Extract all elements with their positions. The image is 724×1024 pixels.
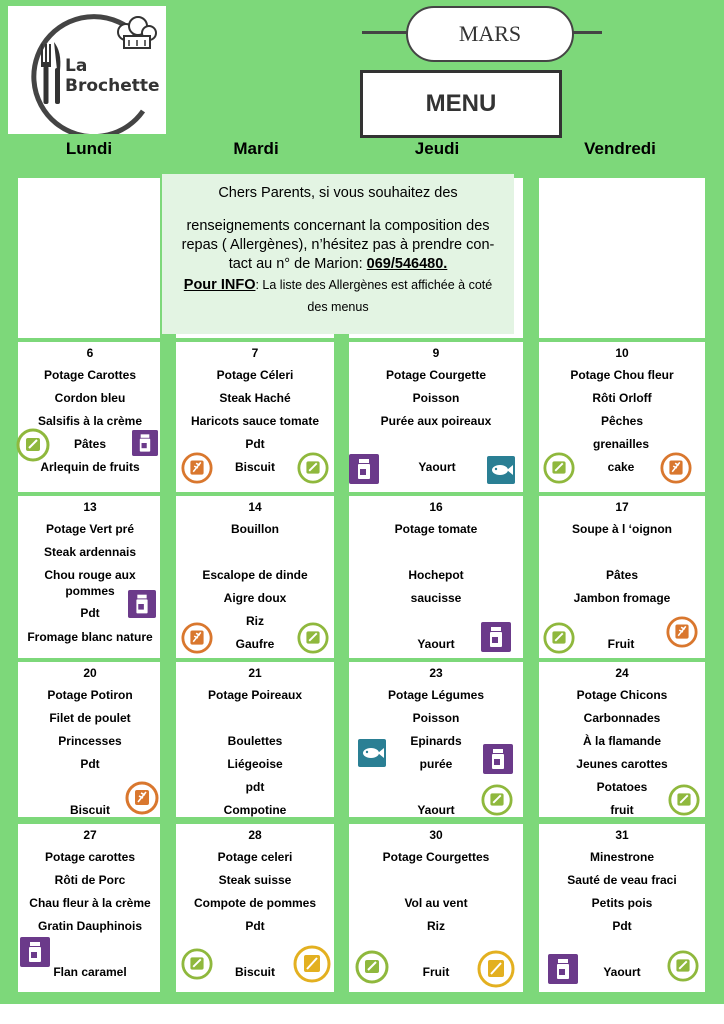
page-title: MENU xyxy=(360,70,562,138)
day-date: 16 xyxy=(429,500,443,514)
day-date: 20 xyxy=(83,666,97,680)
day-date: 21 xyxy=(248,666,262,680)
leaf-icon xyxy=(668,784,700,816)
menu-item: Riz xyxy=(246,614,264,628)
menu-item: Pdt xyxy=(80,757,100,771)
menu-item: Vol au vent xyxy=(404,896,468,910)
wheat-icon xyxy=(181,452,213,484)
menu-item: Soupe à l ‘oignon xyxy=(572,522,672,536)
menu-item: Cordon bleu xyxy=(54,391,126,405)
menu-item: Potage Chou fleur xyxy=(570,368,674,382)
notice-line xyxy=(162,256,514,272)
leaf-icon xyxy=(16,428,50,462)
day-header-lundi: Lundi xyxy=(65,139,113,158)
menu-item: Potage Chicons xyxy=(576,688,668,702)
menu-item: Potatoes xyxy=(596,780,648,794)
leaf-icon xyxy=(667,950,699,982)
menu-item: Fruit xyxy=(607,637,635,651)
day-date: 14 xyxy=(248,500,262,514)
menu-item: Poisson xyxy=(412,711,460,725)
day-date: 6 xyxy=(86,346,94,360)
milk-jar-icon xyxy=(349,454,379,484)
fish-icon xyxy=(358,739,386,767)
menu-item: Hochepot xyxy=(408,568,464,582)
day-date: 10 xyxy=(615,346,629,360)
menu-item: Pdt xyxy=(245,437,265,451)
day-column-cell xyxy=(539,178,705,338)
menu-item: Gaufre xyxy=(235,637,275,651)
milk-jar-icon xyxy=(132,430,158,456)
menu-item: Potage Carottes xyxy=(43,368,137,382)
day-date: 17 xyxy=(615,500,629,514)
logo-text: La Brochette xyxy=(65,56,160,96)
menu-item: Potage Céleri xyxy=(216,368,294,382)
day-date: 31 xyxy=(615,828,629,842)
menu-item: Jeunes carottes xyxy=(576,757,668,771)
brand-logo xyxy=(8,6,166,134)
wheat-icon xyxy=(660,452,692,484)
menu-item: Compote de pommes xyxy=(193,896,316,910)
menu-item: Potage celeri xyxy=(217,850,293,864)
menu-item: Compotine xyxy=(223,803,287,817)
day-date: 27 xyxy=(83,828,97,842)
milk-jar-icon xyxy=(481,622,511,652)
apple-icon xyxy=(477,950,515,988)
menu-item: cake xyxy=(607,460,635,474)
milk-jar-icon xyxy=(20,937,50,967)
leaf-icon xyxy=(481,784,513,816)
menu-item: Pâtes xyxy=(605,568,639,582)
menu-item: Rôti Orloff xyxy=(592,391,652,405)
menu-item: Potage Poireaux xyxy=(207,688,303,702)
menu-item: Flan caramel xyxy=(53,965,127,979)
day-header-mardi: Mardi xyxy=(233,139,279,158)
menu-item: Biscuit xyxy=(69,803,110,817)
menu-item: Potage Courgette xyxy=(385,368,486,382)
leaf-icon xyxy=(543,622,575,654)
day-date: 13 xyxy=(83,500,97,514)
notice-line: repas ( Allergènes), n’hésitez pas à prendre con- xyxy=(181,237,495,253)
menu-item: Potage Potiron xyxy=(47,688,133,702)
wheat-icon xyxy=(125,781,159,815)
menu-item: Aigre doux xyxy=(223,591,287,605)
leaf-icon xyxy=(297,622,329,654)
leaf-icon xyxy=(543,452,575,484)
leaf-icon xyxy=(181,948,213,980)
menu-item: Potage Courgettes xyxy=(382,850,490,864)
notice-line xyxy=(162,277,514,293)
menu-item: Fruit xyxy=(422,965,450,979)
day-date: 7 xyxy=(251,346,259,360)
day-date: 28 xyxy=(248,828,262,842)
menu-item: Biscuit xyxy=(234,460,275,474)
notice-line: Chers Parents, si vous souhaitez des xyxy=(218,185,458,201)
month-label: MARS xyxy=(406,6,574,62)
menu-item: Biscuit xyxy=(234,965,275,979)
menu-item: Fromage blanc nature xyxy=(27,630,153,644)
menu-item: Pdt xyxy=(245,919,265,933)
menu-item: Purée aux poireaux xyxy=(380,414,492,428)
menu-item: Haricots sauce tomate xyxy=(190,414,320,428)
menu-item: Minestrone xyxy=(589,850,654,864)
wheat-icon xyxy=(181,622,213,654)
menu-item: Pdt xyxy=(612,919,632,933)
notice-line: des menus xyxy=(307,300,369,314)
menu-item: Jambon fromage xyxy=(573,591,671,605)
menu-item: Steak suisse xyxy=(218,873,292,887)
milk-jar-icon xyxy=(483,744,513,774)
menu-item: Filet de poulet xyxy=(49,711,131,725)
menu-item: fruit xyxy=(610,803,634,817)
menu-item: Potage carottes xyxy=(44,850,136,864)
leaf-icon xyxy=(355,950,389,984)
menu-item: Yaourt xyxy=(417,803,455,817)
day-header-jeudi: Jeudi xyxy=(414,139,460,158)
menu-item: Yaourt xyxy=(418,460,456,474)
milk-jar-icon xyxy=(128,590,156,618)
menu-item: Yaourt xyxy=(417,637,455,651)
menu-item: Potage Vert pré xyxy=(45,522,135,536)
menu-item: purée xyxy=(419,757,453,771)
menu-item: Boulettes xyxy=(227,734,283,748)
day-date: 30 xyxy=(429,828,443,842)
menu-item: grenailles xyxy=(592,437,650,451)
menu-item: Petits pois xyxy=(591,896,653,910)
notice-line: renseignements concernant la composition des xyxy=(186,218,490,234)
menu-item: Liégeoise xyxy=(227,757,283,771)
menu-item: pdt xyxy=(245,780,265,794)
menu-item: Sauté de veau fraci xyxy=(567,873,677,887)
day-date: 9 xyxy=(432,346,440,360)
day-date: 24 xyxy=(615,666,629,680)
menu-item: Pâtes xyxy=(73,437,107,451)
menu-item: Riz xyxy=(427,919,445,933)
menu-item: Yaourt xyxy=(603,965,641,979)
apple-icon xyxy=(293,945,331,983)
fish-icon xyxy=(487,456,515,484)
menu-item: À la flamande xyxy=(582,734,662,748)
wheat-icon xyxy=(666,616,698,648)
menu-item: Gratin Dauphinois xyxy=(37,919,142,933)
menu-item: Steak ardennais xyxy=(43,545,137,559)
menu-item: saucisse xyxy=(410,591,462,605)
menu-item: Chou rouge aux xyxy=(44,568,136,582)
menu-item: Rôti de Porc xyxy=(54,873,126,887)
menu-item: Princesses xyxy=(58,734,122,748)
menu-item: Poisson xyxy=(412,391,460,405)
menu-item: Potage tomate xyxy=(394,522,478,536)
menu-item: Potage Légumes xyxy=(387,688,485,702)
parents-notice xyxy=(162,174,514,334)
notice-text: tact au n° de Marion: xyxy=(228,256,367,272)
phone-number: 069/546480. xyxy=(366,256,448,272)
menu-item: Escalope de dinde xyxy=(202,568,308,582)
milk-jar-icon xyxy=(548,954,578,984)
day-date: 23 xyxy=(429,666,443,680)
menu-item: Steak Haché xyxy=(219,391,291,405)
menu-item: Bouillon xyxy=(231,522,279,536)
info-text: : La liste des Allergènes est affichée à coté xyxy=(255,278,493,292)
day-column-cell xyxy=(18,178,160,338)
info-label: Pour INFO xyxy=(183,277,256,293)
day-header-vendredi: Vendredi xyxy=(584,139,656,158)
menu-item: Carbonnades xyxy=(583,711,661,725)
menu-item: Pêches xyxy=(600,414,644,428)
menu-item: Chau fleur à la crème xyxy=(29,896,151,910)
leaf-icon xyxy=(297,452,329,484)
menu-item: Salsifis à la crème xyxy=(37,414,143,428)
menu-item: Epinards xyxy=(410,734,462,748)
menu-item: Pdt xyxy=(80,606,100,620)
menu-item: Arlequin de fruits xyxy=(40,460,140,474)
menu-item: pommes xyxy=(65,584,115,598)
